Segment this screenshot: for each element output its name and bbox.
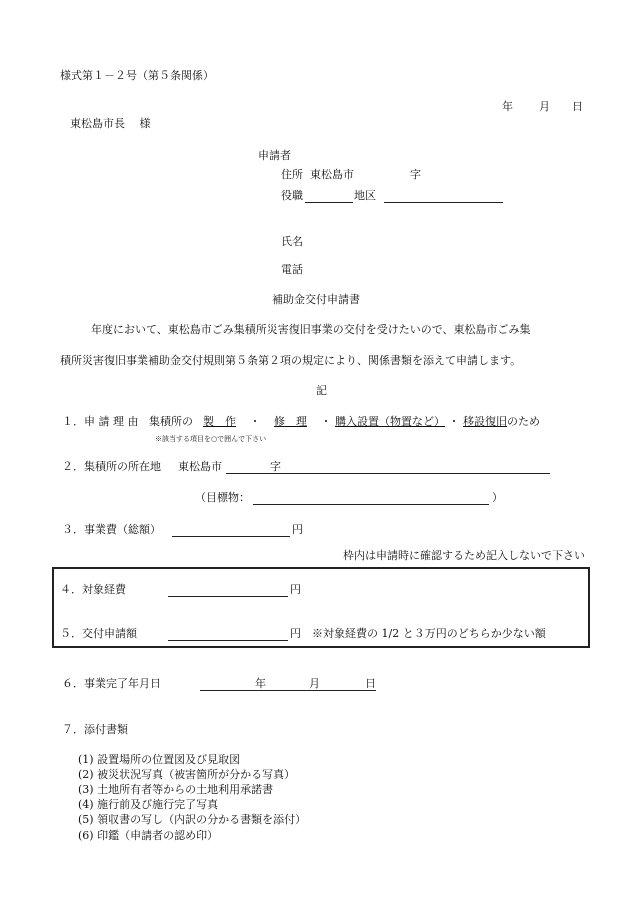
completion-date-field[interactable] bbox=[200, 690, 376, 691]
attachment-item: (5) 領収書の写し（内訳の分かる書類を添付） bbox=[78, 813, 307, 826]
option-purchase[interactable]: 購入設置（物置など） bbox=[335, 415, 445, 428]
location-city: 東松島市 bbox=[178, 460, 222, 473]
completion-month: 月 bbox=[309, 677, 320, 690]
location-label: ２．集積所の所在地 bbox=[62, 460, 161, 473]
position-label: 役職 bbox=[281, 189, 303, 202]
completion-label: ６．事業完了年月日 bbox=[62, 677, 161, 690]
attachment-item: (6) 印鑑（申請者の認め印） bbox=[78, 829, 219, 842]
name-label: 氏名 bbox=[281, 235, 303, 248]
document-title: 補助金交付申請書 bbox=[272, 293, 360, 306]
option-make[interactable]: 製 作 bbox=[203, 415, 236, 428]
applicant-heading: 申請者 bbox=[258, 149, 291, 162]
phone-label: 電話 bbox=[281, 263, 303, 276]
form-id: 様式第１－２号（第５条関係） bbox=[60, 69, 214, 82]
attachment-item: (3) 土地所有者等からの土地利用承諾書 bbox=[78, 783, 274, 796]
reason-row bbox=[62, 416, 540, 428]
reason-label: １．申 請 理 由 bbox=[62, 415, 139, 428]
ki-heading: 記 bbox=[316, 384, 327, 397]
addressee: 東松島市長 様 bbox=[70, 117, 151, 130]
cost-field[interactable] bbox=[172, 536, 290, 537]
completion-year: 年 bbox=[255, 677, 266, 690]
completion-day: 日 bbox=[365, 677, 376, 690]
target-cost-field bbox=[168, 596, 288, 597]
district-label: 地区 bbox=[354, 189, 376, 202]
target-cost-unit: 円 bbox=[290, 583, 301, 596]
location-field[interactable] bbox=[226, 473, 550, 474]
address-label: 住所 bbox=[281, 168, 303, 181]
location-aza: 字 bbox=[270, 460, 281, 473]
reason-prefix: 集積所の bbox=[149, 415, 193, 428]
cost-unit: 円 bbox=[292, 523, 303, 536]
address-aza: 字 bbox=[410, 168, 421, 181]
body-line-1: 年度において、東松島市ごみ集積所災害復旧事業の交付を受けたいので、東松島市ごみ集 bbox=[91, 323, 531, 336]
box-note: 枠内は申請時に確認するため記入しないで下さい bbox=[343, 549, 585, 562]
separator: ・ bbox=[320, 415, 332, 428]
separator: ・ bbox=[448, 415, 460, 428]
grant-amount-unit: 円 bbox=[290, 627, 301, 640]
target-cost-label: ４．対象経費 bbox=[60, 583, 126, 596]
grant-amount-note: ※対象経費の 1/2 と３万円のどちらか少ない額 bbox=[312, 627, 546, 640]
address-city: 東松島市 bbox=[310, 168, 354, 181]
reason-suffix: のため bbox=[507, 415, 540, 428]
date-year: 年 bbox=[502, 100, 513, 113]
attachment-item: (4) 施行前及び施行完了写真 bbox=[78, 798, 219, 811]
grant-amount-label: ５．交付申請額 bbox=[60, 627, 137, 640]
grant-amount-field bbox=[168, 640, 288, 641]
date-month: 月 bbox=[539, 100, 550, 113]
landmark-field[interactable] bbox=[253, 504, 489, 505]
option-relocate[interactable]: 移設復旧 bbox=[463, 415, 507, 428]
attachment-item: (2) 被災状況写真（被害箇所が分かる写真） bbox=[78, 768, 296, 781]
landmark-open: （目標物： bbox=[195, 491, 250, 504]
landmark-close: ） bbox=[492, 491, 503, 504]
attachments-label: ７．添付書類 bbox=[62, 723, 128, 736]
position-field[interactable] bbox=[305, 202, 353, 203]
reason-note: ※該当する項目を○で囲んで下さい bbox=[155, 435, 267, 443]
attachment-item: (1) 設置場所の位置図及び見取図 bbox=[78, 753, 241, 766]
option-repair[interactable]: 修 理 bbox=[274, 415, 307, 428]
cost-label: ３．事業費（総額） bbox=[62, 523, 161, 536]
district-field[interactable] bbox=[384, 202, 503, 203]
date-day: 日 bbox=[572, 100, 583, 113]
body-line-2: 積所災害復旧事業補助金交付規則第５条第２項の規定により、関係書類を添えて申請します。 bbox=[60, 354, 522, 367]
separator: ・ bbox=[249, 415, 261, 428]
